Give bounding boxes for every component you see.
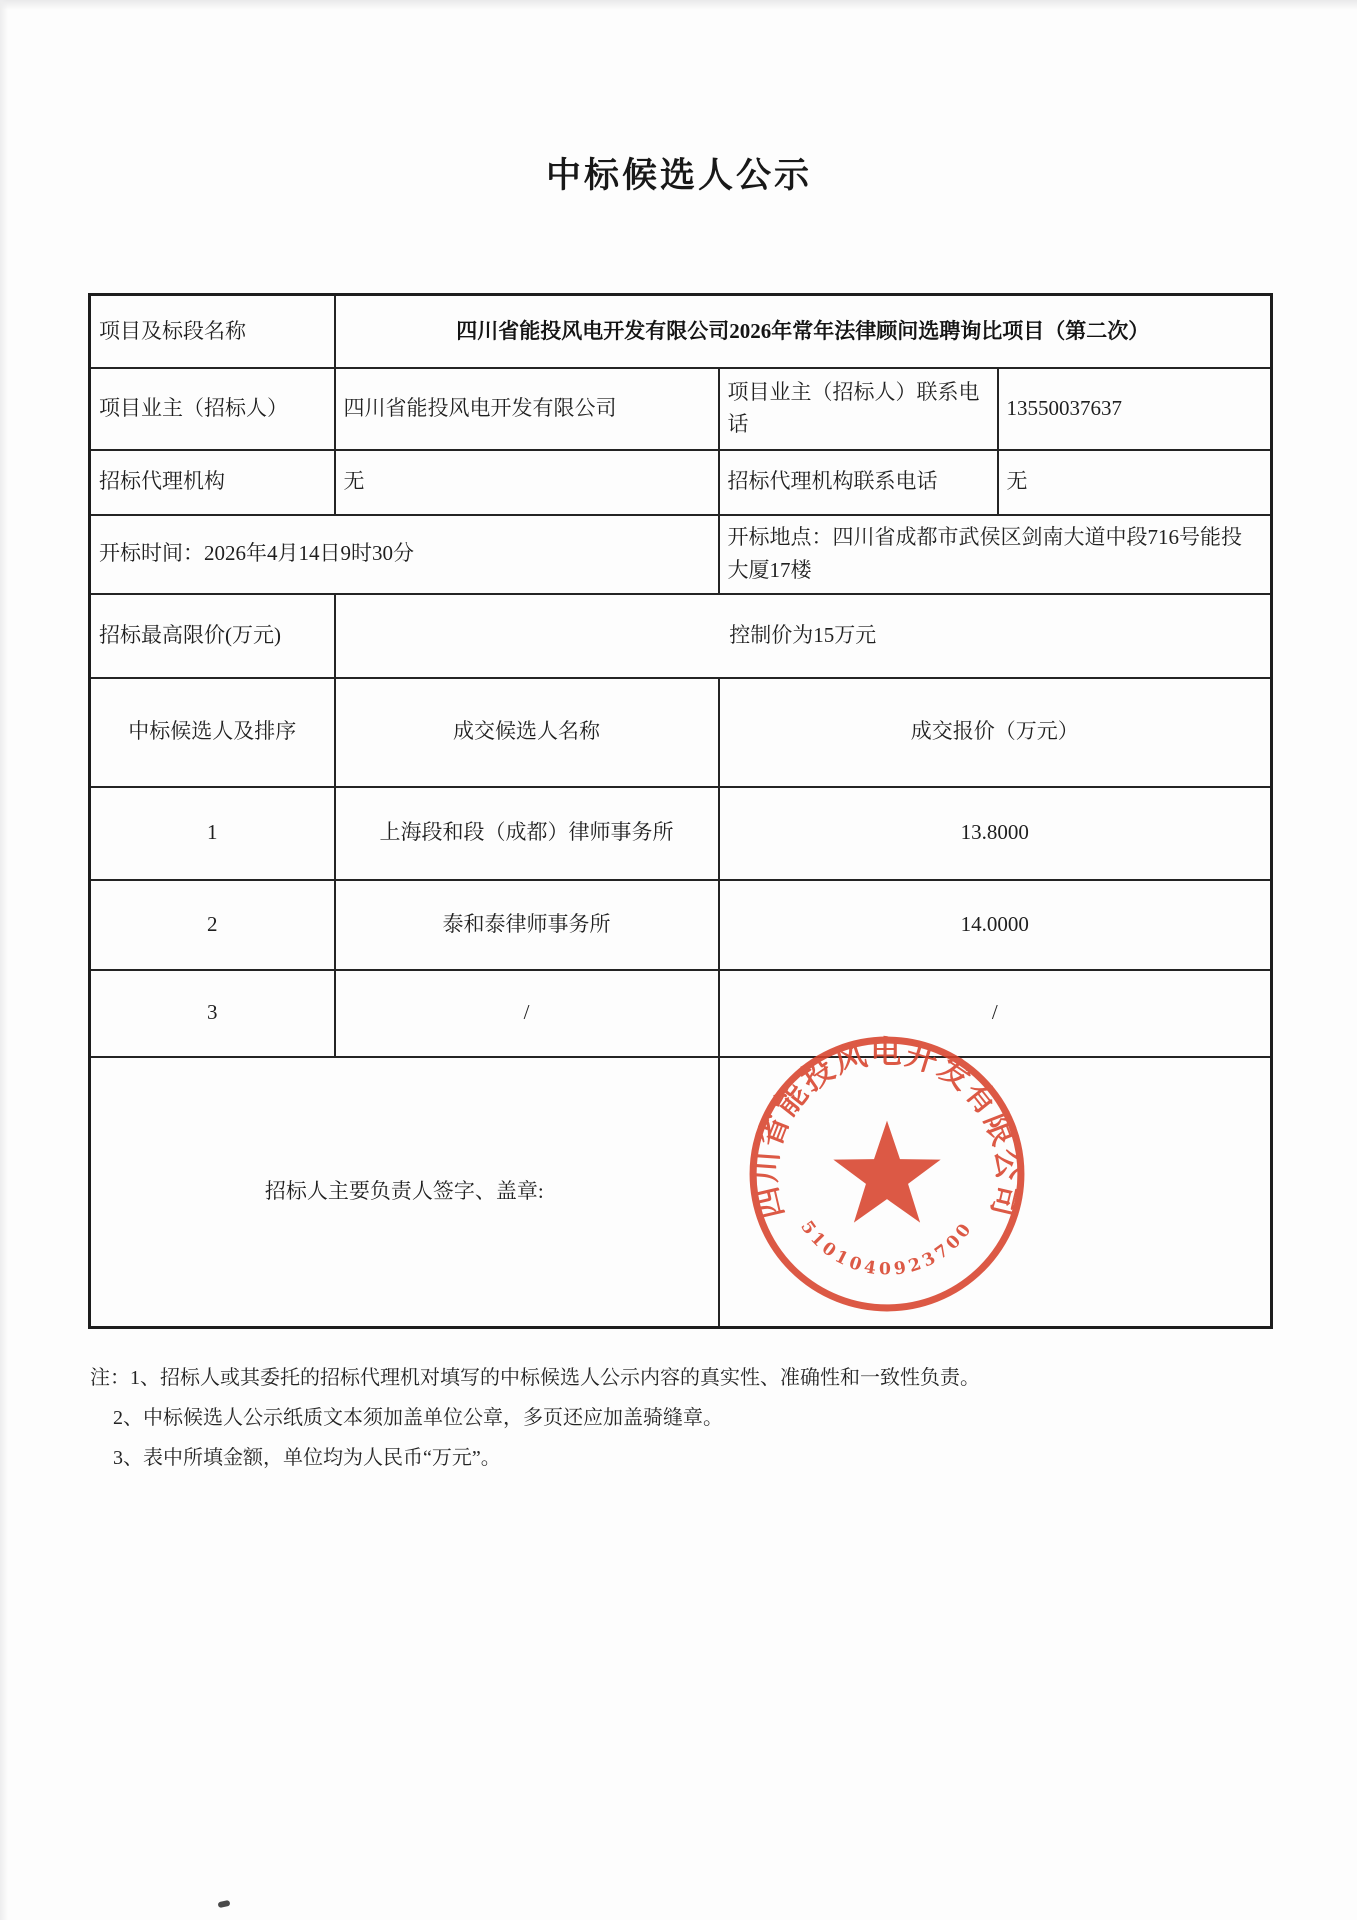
candidate-row-1 [90,787,1272,880]
candidate-1-price: 13.8000 [719,787,1272,880]
candidate-2-price: 14.0000 [719,880,1272,970]
row-agency [90,450,1272,515]
owner-phone-label: 项目业主（招标人）联系电话 [719,368,998,450]
footer-notes [90,1368,1270,1488]
owner-value: 四川省能投风电开发有限公司 [335,368,719,450]
candidate-1-name: 上海段和段（成都）律师事务所 [335,787,719,880]
candidates-header-name: 成交候选人名称 [335,678,719,787]
project-label: 项目及标段名称 [90,295,335,368]
candidate-2-rank: 2 [90,880,335,970]
agency-label: 招标代理机构 [90,450,335,515]
candidate-3-price: / [719,970,1272,1057]
scan-artifact-speck [218,1900,231,1908]
candidate-3-name: / [335,970,719,1057]
max-price-value: 控制价为15万元 [335,594,1272,678]
agency-phone-value: 无 [998,450,1272,515]
row-project [90,295,1272,368]
candidate-2-name: 泰和泰律师事务所 [335,880,719,970]
row-bid-opening [90,515,1272,594]
owner-label: 项目业主（招标人） [90,368,335,450]
candidates-header-rank: 中标候选人及排序 [90,678,335,787]
project-value: 四川省能投风电开发有限公司2026年常年法律顾问选聘询比项目（第二次） [335,295,1272,368]
seal-number-text: 5101040923700 [796,1217,978,1280]
row-signature [90,1057,1272,1328]
candidate-1-rank: 1 [90,787,335,880]
candidate-3-rank: 3 [90,970,335,1057]
row-max-price [90,594,1272,678]
scan-artifact-left [0,0,8,1920]
owner-phone-value: 13550037637 [998,368,1272,450]
note-2: 2、中标候选人公示纸质文本须加盖单位公章，多页还应加盖骑缝章。 [113,1407,723,1429]
announcement-table [88,293,1273,1329]
agency-value: 无 [335,450,719,515]
bid-opening-time: 开标时间：2026年4月14日9时30分 [90,515,719,594]
page-title: 中标候选人公示 [545,156,812,195]
bid-opening-place: 开标地点：四川省成都市武侯区剑南大道中段716号能投大厦17楼 [719,515,1272,594]
seal-area [719,1057,1272,1328]
seal-company-text: 四川省能投风电开发有限公司 [747,1035,1027,1222]
candidates-header-price: 成交报价（万元） [719,678,1272,787]
row-candidates-header [90,678,1272,787]
signature-label: 招标人主要负责人签字、盖章: [90,1057,719,1328]
note-1: 注：1、招标人或其委托的招标代理机对填写的中标候选人公示内容的真实性、准确性和一致性负责。 [90,1367,980,1389]
max-price-label: 招标最高限价(万元) [90,594,335,678]
candidate-row-3 [90,970,1272,1057]
candidate-row-2 [90,880,1272,970]
agency-phone-label: 招标代理机构联系电话 [719,450,998,515]
scan-artifact-top [0,0,1357,10]
note-3: 3、表中所填金额，单位均为人民币“万元”。 [113,1447,501,1469]
row-owner [90,368,1272,450]
